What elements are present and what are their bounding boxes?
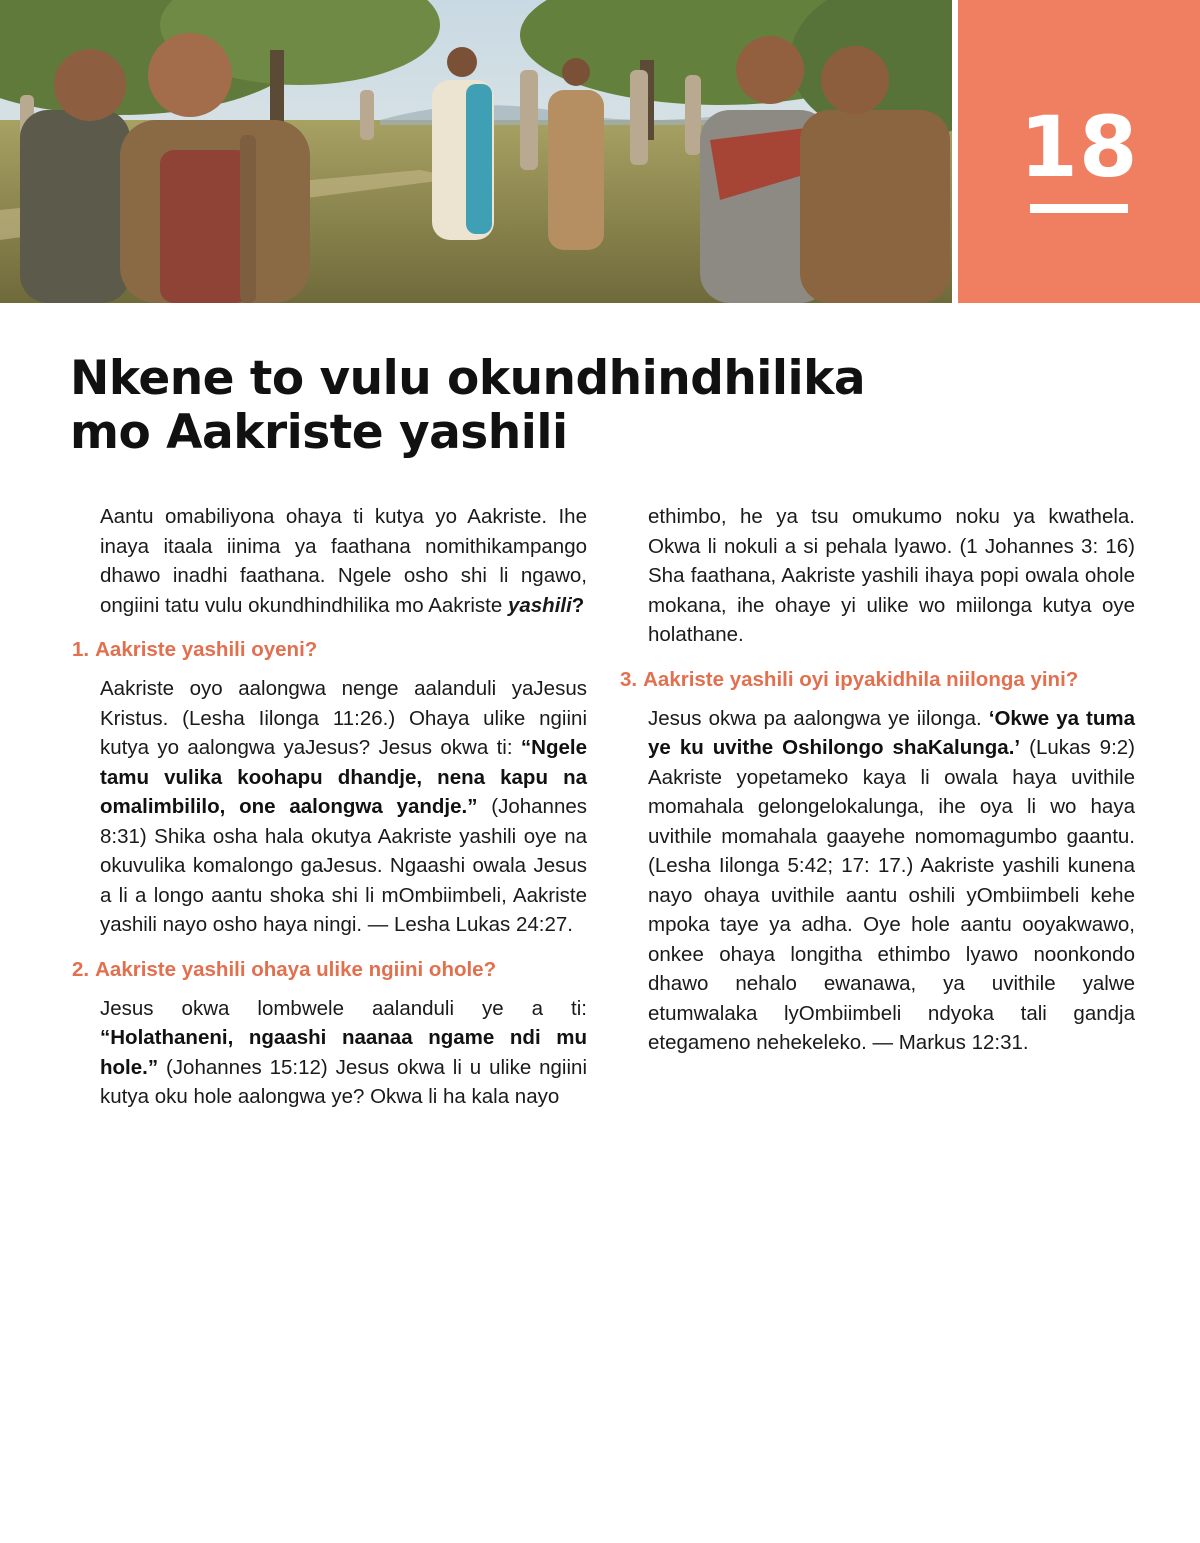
section-1-quote: “Ngele tamu vulika koohapu dhandje, nena kapu na omalimbililo, one aalongwa yandje.” bbox=[100, 736, 587, 818]
section-2-paragraph: Jesus okwa lombwele aalanduli ye a ti: “Holathaneni, ngaashi naanaa ngame ndi mu hole.” (Johannes 15:12) Jesus okwa li u ulike ngiini kutya oku hole aalongwa ye? Okwa li ha kala nayo bbox=[100, 996, 587, 1108]
landscape-scene-image bbox=[0, 0, 952, 303]
section-2-quote: “Holathaneni, ngaashi naanaa ngame ndi mu hole.” bbox=[100, 1026, 587, 1079]
intro-emphasis: yashili bbox=[507, 593, 572, 617]
section-2-continued-paragraph: ethimbo, he ya tsu omukumo noku ya kwathela. Okwa li nokuli a si pehala lyawo. (1 Johannes 3: 16) Sha faathana, Aakriste yashili ihaya popi owala ohole mokana, ihe ohaye yi ulike wo miilonga kutya oye holathane. bbox=[648, 505, 1135, 646]
section-3-heading: 3. Aakriste yashili oyi ipyakidhila niilonga yini? bbox=[620, 667, 1079, 691]
lesson-number: 18 bbox=[1019, 98, 1139, 196]
title-line-2: mo Aakriste yashili bbox=[70, 405, 568, 460]
section-3-paragraph: Jesus okwa pa aalongwa ye iilonga. ‘Okwe ya tuma ye ku uvithe Oshilongo shaKalunga.’ (Lukas 9:2) Aakriste yopetameko kaya li owala haya uvithile momahala gelongelokalunga, ihe oya li wo haya uvithile momahala gaayehe nomomagumbo gaantu. (Lesha Iilonga 5:42; 17: 17.) Aakriste yashili kunena nayo ohaya uvithile aantu oshili yOmbiimbeli kehe mpoka taye ya adha. Oye hole aantu ooyakwawo, onkee ohaya longitha ethimbo lyawo noonkondo dhawo nehalo ewanawa, ya uvithile yalwe etumwalaka lyOmbiimbeli ndyoka tali gandja etegameno nehekeleko. — Markus 12:31. bbox=[648, 706, 1136, 1054]
title-line-1: Nkene to vulu okundhindhilika bbox=[70, 351, 866, 406]
section-1-paragraph: Aakriste oyo aalongwa nenge aalanduli yaJesus Kristus. (Lesha Iilonga 11:26.) Ohaya ulike ngiini kutya yo aalongwa yaJesus? Jesus okwa ti: “Ngele tamu vulika koohapu dhandje, nena kapu na omalimbililo, one aalongwa yandje.” (Johannes 8:31) Shika osha hala okutya Aakriste yashili oye na okuvulika komalongo gaJesus. Ngaashi owala Jesus a li a longo aantu shoka shi li mOmbiimbeli, Aakriste yashili nayo osho haya ningi. — Lesha Lukas 24:27. bbox=[100, 677, 587, 936]
left-column bbox=[72, 502, 587, 1128]
right-column bbox=[620, 502, 1135, 1074]
header-illustration bbox=[0, 0, 952, 303]
intro-paragraph: Aantu omabiliyona ohaya ti kutya yo Aakriste. Ihe inaya itaala iinima ya faathana nomithikampango dhawo inadhi faathana. Ngele osho shi li ngawo, ongiini tatu vulu okundhindhilika mo Aakriste yashili? bbox=[100, 505, 587, 617]
page-title bbox=[70, 352, 930, 460]
badge-divider bbox=[1030, 204, 1128, 213]
section-1-heading: 1. Aakriste yashili oyeni? bbox=[72, 638, 318, 661]
lesson-number-badge bbox=[958, 0, 1200, 303]
section-3-quote: ‘Okwe ya tuma ye ku uvithe Oshilongo shaKalunga.’ bbox=[648, 706, 1136, 759]
section-2-heading: 2. Aakriste yashili ohaya ulike ngiini ohole? bbox=[72, 957, 497, 981]
